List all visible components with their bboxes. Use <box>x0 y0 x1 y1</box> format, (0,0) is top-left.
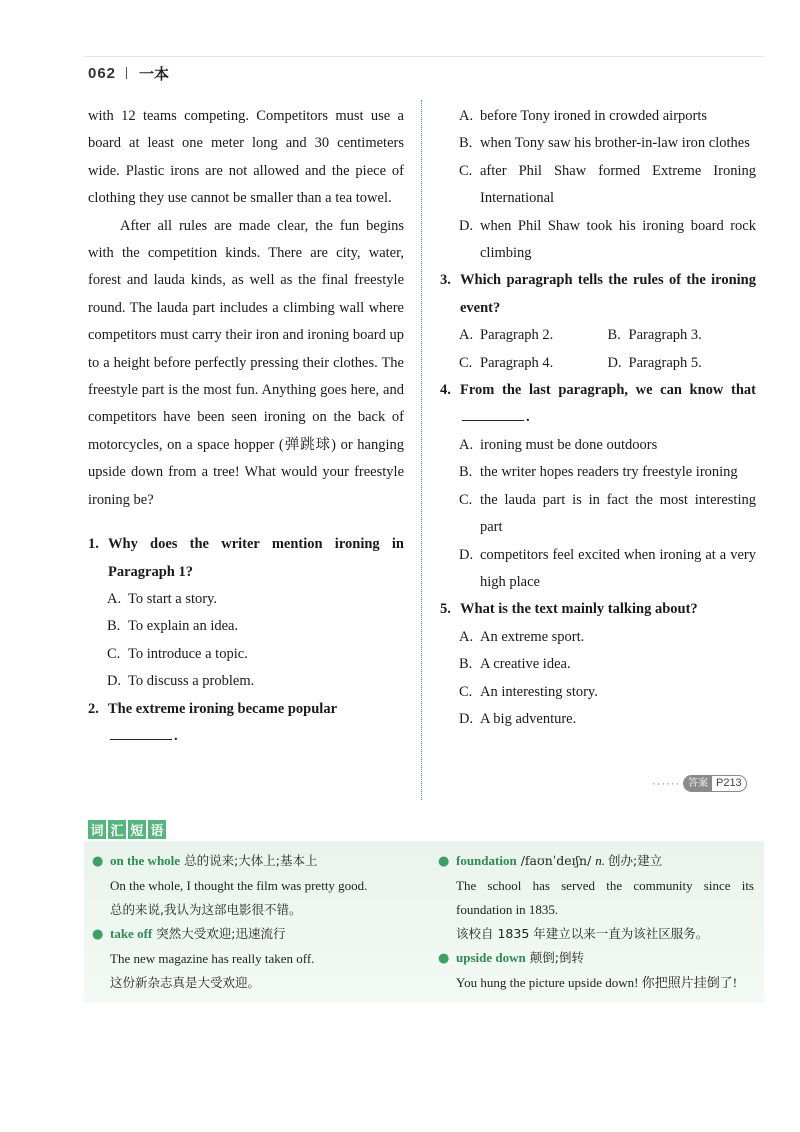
vocab-title <box>88 820 168 841</box>
question-text <box>460 377 756 432</box>
vocab-example-en: You hung the picture upside down! 你把照片挂倒了! <box>456 975 738 990</box>
page-header <box>88 60 169 86</box>
vocab-entry <box>438 946 754 995</box>
option-letter: D. <box>459 710 474 727</box>
option-text: Paragraph 2. <box>480 327 554 344</box>
vocab-title-char: 语 <box>148 820 166 839</box>
answer-blank <box>462 406 524 421</box>
vocab-definition: 突然大受欢迎;迅速流行 <box>156 926 286 941</box>
answer-page: P213 <box>715 777 742 789</box>
question-text: Which paragraph tells the rules of the ironing event? <box>460 272 756 316</box>
vocab-example-en: The new magazine has really taken off. <box>110 951 315 966</box>
option-letter: A. <box>459 628 474 645</box>
vocab-term: upside down <box>456 950 526 965</box>
question-3 <box>440 267 756 377</box>
option-b <box>459 459 756 486</box>
question-stem <box>88 696 404 751</box>
vocab-title-char: 短 <box>128 820 146 839</box>
option-b <box>107 613 404 640</box>
question-text-end: . <box>526 409 530 426</box>
vocab-example-en: The school has served the community since its foundation in 1835. <box>456 878 754 917</box>
option-text: To explain an idea. <box>128 618 239 635</box>
vocab-definition: 创办;建立 <box>608 853 663 868</box>
header-separator <box>126 67 127 79</box>
option-text: ironing must be done outdoors <box>480 436 658 453</box>
option-text: Paragraph 5. <box>628 354 702 371</box>
option-text: when Tony saw his brother-in-law iron clothes <box>480 135 750 152</box>
bullet-icon: ● <box>438 854 450 869</box>
option-text: A big adventure. <box>480 710 577 727</box>
option-list-q2 <box>440 103 756 267</box>
question-stem <box>440 377 756 432</box>
answer-label: 答案 <box>684 776 712 791</box>
option-text: An extreme sport. <box>480 628 585 645</box>
option-a <box>459 624 756 651</box>
question-1 <box>88 531 404 695</box>
option-a <box>459 322 608 349</box>
bullet-icon: ● <box>92 854 104 869</box>
question-number: 1. <box>88 536 99 553</box>
vocab-example-cn: 该校自 1835 年建立以来一直为该社区服务。 <box>456 926 709 941</box>
vocab-part-of-speech: n. <box>595 853 606 868</box>
question-2 <box>88 696 404 751</box>
option-list <box>440 624 756 734</box>
option-letter: B. <box>459 464 473 481</box>
right-column <box>440 103 756 733</box>
vocab-example-cn: 总的来说,我认为这部电影很不错。 <box>110 902 302 917</box>
passage-paragraph: After all rules are made clear, the fun begins with the competition kinds. There are city, water, forest and lauda kinds, as well as the final freestyle round. The lauda part includes a climbing wall where competitors must carry their iron and ironing board up to a height before perfectly pressing their clothes. The freestyle part is the most fun. Anything goes here, and competitors have been seen ironing on the back of motorcycles, on a space hopper (弹跳球) or hanging upside down from a tree! What would your freestyle ironing be? <box>88 217 404 508</box>
option-text: the writer hopes readers try freestyle ironing <box>480 464 738 481</box>
bullet-icon: ● <box>438 951 450 966</box>
option-list <box>440 432 756 596</box>
option-text: Paragraph 4. <box>480 354 554 371</box>
option-letter: B. <box>459 135 473 152</box>
option-b <box>459 130 756 157</box>
option-letter: B. <box>607 327 621 344</box>
question-5 <box>440 596 756 733</box>
option-text: A creative idea. <box>480 656 571 673</box>
option-letter: A. <box>107 590 122 607</box>
option-c <box>459 158 756 213</box>
question-number: 2. <box>88 700 99 717</box>
option-a <box>459 103 756 130</box>
option-letter: A. <box>459 108 474 124</box>
vocab-title-char: 汇 <box>108 820 126 839</box>
option-letter: B. <box>459 656 473 673</box>
question-stem <box>440 267 756 322</box>
question-number: 4. <box>440 382 451 399</box>
option-letter: C. <box>459 683 473 700</box>
brand-logo: 一本 <box>139 64 170 83</box>
vocab-definition: 颠倒;倒转 <box>529 950 584 965</box>
question-4 <box>440 377 756 596</box>
passage-paragraph: with 12 teams competing. Competitors must use a board at least one meter long and 30 centimeters wide. Plastic irons are not allowed and the piece of clothing they use cannot be smaller than a tea towel. <box>88 108 404 207</box>
column-divider <box>421 100 422 800</box>
vocab-entry <box>438 849 754 946</box>
option-d <box>107 668 404 695</box>
question-text-main: The extreme ironing became popular <box>108 700 338 717</box>
question-stem <box>88 531 404 586</box>
option-letter: C. <box>459 354 473 371</box>
option-b <box>608 322 757 349</box>
option-letter: A. <box>459 436 474 453</box>
option-c <box>459 350 608 377</box>
question-number: 5. <box>440 601 451 618</box>
option-d <box>459 542 756 597</box>
vocab-entry <box>92 922 408 995</box>
vocab-box <box>84 841 764 1003</box>
option-text: To introduce a topic. <box>128 645 248 662</box>
option-text: To discuss a problem. <box>128 673 255 690</box>
option-c <box>459 679 756 706</box>
option-letter: C. <box>459 491 473 508</box>
vocab-column-right <box>438 849 754 995</box>
option-d <box>459 706 756 733</box>
vocab-entry <box>92 849 408 922</box>
answer-blank <box>110 725 172 740</box>
option-text: before Tony ironed in crowded airports <box>480 108 708 124</box>
question-stem <box>440 596 756 623</box>
vocab-term: take off <box>110 926 153 941</box>
option-letter: D. <box>107 673 122 690</box>
question-text <box>108 696 404 751</box>
option-text: An interesting story. <box>480 683 598 700</box>
answer-reference[interactable] <box>652 775 747 792</box>
question-text-end: . <box>174 727 178 744</box>
option-list <box>88 586 404 696</box>
option-letter: B. <box>107 618 121 635</box>
bullet-icon: ● <box>92 927 104 942</box>
answer-pill <box>683 775 747 792</box>
left-column <box>88 103 404 750</box>
option-letter: D. <box>459 546 474 563</box>
vocab-example-en: On the whole, I thought the film was pretty good. <box>110 878 368 893</box>
option-text: after Phil Shaw formed Extreme Ironing International <box>480 162 756 207</box>
option-letter: C. <box>107 645 121 662</box>
option-a <box>459 432 756 459</box>
option-d <box>608 350 757 377</box>
option-b <box>459 651 756 678</box>
option-c <box>107 641 404 668</box>
question-text: Why does the writer mention ironing in Paragraph 1? <box>108 536 404 580</box>
vocab-example-cn: 这份新杂志真是大受欢迎。 <box>110 975 261 990</box>
leader-dots: ······ <box>652 777 680 790</box>
option-letter: C. <box>459 162 473 179</box>
vocab-title-char: 词 <box>88 820 106 839</box>
option-letter: D. <box>459 217 474 234</box>
option-text: Paragraph 3. <box>628 327 702 344</box>
question-number: 3. <box>440 272 451 289</box>
vocab-term: on the whole <box>110 853 181 868</box>
option-text: competitors feel excited when ironing at a very high place <box>480 546 756 590</box>
option-d <box>459 213 756 268</box>
vocab-column-left <box>92 849 408 995</box>
top-rule <box>84 56 764 57</box>
option-c <box>459 487 756 542</box>
option-text: when Phil Shaw took his ironing board rock climbing <box>480 217 756 262</box>
option-text: the lauda part is in fact the most interesting part <box>480 491 756 536</box>
vocab-definition: 总的说来;大体上;基本上 <box>184 853 318 868</box>
option-text: To start a story. <box>128 590 218 607</box>
option-a <box>107 586 404 613</box>
vocab-term: foundation <box>456 853 517 868</box>
option-letter: A. <box>459 327 474 344</box>
option-letter: D. <box>607 354 622 371</box>
vocab-phonetic: /faʊnˈdeɪʃn/ <box>520 853 592 868</box>
question-text-main: From the last paragraph, we can know that <box>460 382 756 399</box>
option-list <box>440 322 756 377</box>
page-number: 062 <box>88 64 117 82</box>
question-text: What is the text mainly talking about? <box>460 601 698 618</box>
